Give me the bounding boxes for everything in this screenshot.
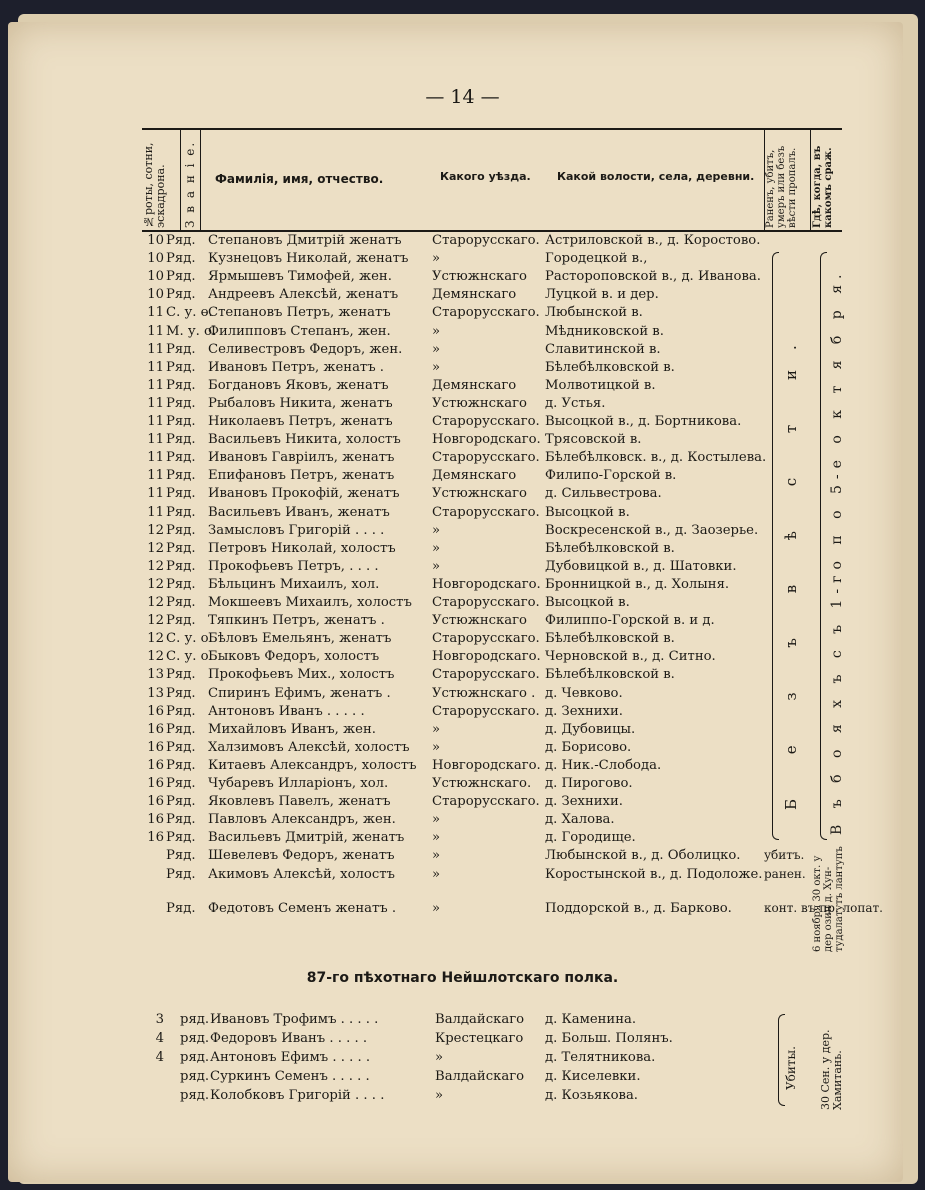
header-bottom-rule [142, 230, 842, 232]
section-title: 87-го пѣхотнаго Нейшлотскаго полка. [306, 970, 619, 986]
rank: Ряд. [166, 613, 196, 629]
full-name: Рыбаловъ Никита, женатъ [208, 395, 393, 411]
uezd: Новгородскаго. [432, 649, 541, 665]
volost: Воскресенской в., д. Заозерье. [545, 522, 759, 538]
uezd: Валдайскаго [435, 1012, 525, 1027]
uezd: Старорусскаго. [432, 414, 540, 429]
uezd: » [432, 359, 441, 375]
rank: Ряд. [166, 432, 196, 448]
volost: Коростынской в., д. Подоложе. [545, 866, 763, 882]
full-name: Ярмышевъ Тимофей, жен. [208, 269, 392, 285]
full-name: Васильевъ Дмитрій, женатъ [208, 830, 405, 846]
volost: Астриловской в., д. Коростово. [545, 233, 761, 248]
volost: д. Чевково. [545, 685, 623, 701]
header-rank: З в а н і е. [183, 140, 197, 228]
uezd: » [432, 739, 441, 755]
rank: Ряд. [166, 812, 196, 828]
rank: Ряд. [166, 776, 196, 791]
full-name: Прокофьевъ Петръ, . . . . [208, 558, 379, 574]
full-name: Васильевъ Никита, холостъ [208, 432, 401, 448]
volost: Расторопoвской в., д. Иванова. [545, 269, 761, 285]
rank: Ряд. [166, 450, 196, 466]
status: конт. въ пр. лопат. [764, 900, 883, 915]
full-name: Петровъ Николай, холостъ [208, 540, 396, 556]
full-name: Бѣльцинъ Михаилъ, хол. [208, 576, 380, 592]
full-name: Колобковъ Григорій . . . . [210, 1088, 385, 1103]
uezd: » [432, 866, 441, 882]
header-company: №роты, сотни, эскадрона. [142, 142, 167, 228]
uezd: Старорусскаго. [432, 703, 540, 719]
battle-note: 6 ноября 30 окт. у дер озин д. Хун- тудалатутъ лантупъ [812, 846, 845, 952]
rank: Ряд. [166, 414, 196, 429]
company-number: 4 [155, 1031, 164, 1046]
uezd: Демянскаго [432, 287, 517, 303]
volost: Высоцкой в., д. Бортникова. [545, 414, 742, 429]
uezd: Старорусскаго. [432, 504, 540, 520]
volost: д. Ник.-Слобода. [545, 757, 662, 773]
full-name: Китаевъ Александръ, холостъ [208, 757, 417, 773]
volost: д. Халова. [545, 812, 615, 828]
company-number: 16 [147, 830, 164, 846]
company-number: 16 [147, 721, 164, 737]
company-number: 10 [147, 233, 164, 248]
battle-label: В ъ б о я х ъ с ъ 1-го п о 5-е о к т я б р я. [829, 268, 845, 835]
full-name: Мокшеевъ Михаилъ, холостъ [208, 595, 412, 610]
company-number: 11 [147, 468, 164, 484]
full-name: Ивановъ Прокофій, женатъ [208, 486, 400, 502]
uezd: Устюжнскаго. [432, 776, 532, 791]
column-rule [764, 130, 765, 230]
volost: Трясовской в. [545, 432, 642, 448]
rank: Ряд. [166, 377, 196, 393]
rank: ряд. [180, 1031, 210, 1046]
rank: Ряд. [166, 540, 196, 556]
full-name: Андреевъ Алексѣй, женатъ [208, 287, 399, 303]
volost: Бронницкой в., д. Холыня. [545, 576, 730, 592]
volost: д. Дубовицы. [545, 721, 636, 737]
full-name: Степановъ Петръ, женатъ [208, 305, 391, 321]
uezd: Валдайскаго [435, 1069, 525, 1084]
rank: Ряд. [166, 341, 196, 357]
uezd: » [432, 341, 441, 357]
company-number: 3 [155, 1012, 164, 1027]
uezd: » [432, 251, 441, 267]
company-number: 16 [147, 757, 164, 773]
rank: Ряд. [166, 269, 196, 285]
volost: Филиппо-Горской в. и д. [545, 613, 715, 629]
full-name: Михайловъ Иванъ, жен. [208, 721, 376, 737]
company-number: 11 [147, 450, 164, 466]
volost: д. Каменина. [545, 1012, 637, 1027]
uezd: Демянскаго [432, 377, 517, 393]
full-name: Ивановъ Трофимъ . . . . . [210, 1012, 379, 1027]
full-name: Кузнецовъ Николай, женатъ [208, 251, 409, 267]
volost: д. Киселевки. [545, 1069, 641, 1084]
rank: Ряд. [166, 233, 196, 248]
rank: ряд. [180, 1088, 210, 1103]
rank: ряд. [180, 1050, 210, 1065]
rank: Ряд. [166, 830, 196, 846]
company-number: 12 [147, 613, 164, 629]
uezd: Старорусскаго. [432, 667, 540, 683]
company-number: 11 [147, 341, 164, 357]
volost: Бѣлебѣлковской в. [545, 631, 675, 647]
uezd: Устюжнскаго . [432, 685, 536, 701]
rank: Ряд. [166, 576, 196, 592]
volost: Бѣлебѣлковск. в., д. Костылева. [545, 450, 767, 466]
full-name: Васильевъ Иванъ, женатъ [208, 504, 390, 520]
rank: Ряд. [166, 848, 196, 864]
company-number: 11 [147, 486, 164, 502]
uezd: » [432, 848, 441, 864]
rank: Ряд. [166, 468, 196, 484]
uezd: » [432, 721, 441, 737]
volost: Бѣлебѣлковской в. [545, 667, 675, 683]
company-number: 11 [147, 504, 164, 520]
uezd: Новгородскаго. [432, 576, 541, 592]
company-number: 11 [147, 359, 164, 375]
uezd: » [435, 1050, 444, 1065]
full-name: Федоровъ Иванъ . . . . . [210, 1031, 368, 1046]
page-number: — 14 — [425, 86, 500, 108]
company-number: 13 [147, 667, 164, 683]
killed-label: Убиты. [784, 1046, 798, 1090]
volost: Высоцкой в. [545, 595, 630, 610]
killed-note: 30 Сен. у дер. Хамитань. [819, 1029, 844, 1110]
rank: Ряд. [166, 359, 196, 375]
company-number: 16 [147, 739, 164, 755]
volost: Дубовицкой в., д. Шатовки. [545, 558, 737, 574]
rank: ряд. [180, 1069, 210, 1084]
full-name: Филипповъ Степанъ, жен. [208, 323, 391, 339]
full-name: Селивестровъ Федоръ, жен. [208, 341, 403, 357]
rank: Ряд. [166, 900, 196, 916]
company-number: 11 [147, 414, 164, 429]
volost: д. Зехнихи. [545, 794, 623, 810]
volost: Мѣдниковской в. [545, 323, 664, 339]
volost: д. Пирогово. [545, 776, 633, 791]
company-number: 12 [147, 649, 164, 665]
column-rule [200, 130, 201, 230]
full-name: Чубаревъ Илларіонъ, хол. [208, 776, 389, 791]
volost: Поддорской в., д. Барково. [545, 900, 732, 916]
header-volost: Какой волости, села, деревни. [557, 170, 755, 183]
rank: Ряд. [166, 486, 196, 502]
rank: С. у. о. [166, 649, 213, 665]
rank: Ряд. [166, 721, 196, 737]
volost: Славитинской в. [545, 341, 661, 357]
uezd: Старорусскаго. [432, 233, 540, 248]
rank: Ряд. [166, 739, 196, 755]
full-name: Прокофьевъ Мих., холостъ [208, 667, 395, 683]
uezd: » [432, 830, 441, 846]
uezd: Крестецкаго [435, 1031, 524, 1046]
rank: Ряд. [166, 703, 196, 719]
full-name: Антоновъ Иванъ . . . . . [208, 703, 365, 719]
uezd: Новгородскаго. [432, 432, 541, 448]
rank: Ряд. [166, 757, 196, 773]
volost: Городецкой в., [545, 251, 648, 267]
company-number: 12 [147, 631, 164, 647]
full-name: Бѣловъ Емельянъ, женатъ [208, 631, 392, 647]
full-name: Замысловъ Григорій . . . . [208, 522, 385, 538]
full-name: Акимовъ Алексѣй, холостъ [208, 866, 395, 882]
full-name: Суркинъ Семенъ . . . . . [210, 1069, 370, 1084]
volost: д. Козьякова. [545, 1088, 639, 1103]
uezd: » [435, 1088, 444, 1103]
rank: С. у. о. [166, 631, 213, 647]
uezd: Устюжнскаго [432, 269, 527, 285]
uezd: Старорусскаго. [432, 595, 540, 610]
full-name: Степановъ Дмитрій женатъ [208, 233, 402, 248]
full-name: Антоновъ Ефимъ . . . . . [210, 1050, 371, 1065]
status: убитъ. [764, 848, 805, 863]
full-name: Спиринъ Ефимъ, женатъ . [208, 685, 391, 701]
brace-battles [820, 252, 827, 840]
company-number: 13 [147, 685, 164, 701]
uezd: Новгородскаго. [432, 757, 541, 773]
rank: Ряд. [166, 558, 196, 574]
company-number: 11 [147, 377, 164, 393]
uezd: Старорусскаго. [432, 305, 540, 321]
rank: Ряд. [166, 251, 196, 267]
volost: Молвотицкой в. [545, 377, 656, 393]
rank: Ряд. [166, 395, 196, 411]
full-name: Епифановъ Петръ, женатъ [208, 468, 395, 484]
volost: Любынской в. [545, 305, 643, 321]
company-number: 12 [147, 595, 164, 610]
rank: С. у. ө. [166, 305, 213, 321]
full-name: Яковлевъ Павелъ, женатъ [208, 794, 391, 810]
missing-label: Б е з ъ в ѣ с т и. [782, 325, 800, 810]
uezd: Устюжнскаго [432, 486, 527, 502]
uezd: Демянскаго [432, 468, 517, 484]
company-number: 16 [147, 812, 164, 828]
full-name: Ивановъ Петръ, женатъ . [208, 359, 384, 375]
volost: д. Борисово. [545, 739, 632, 755]
volost: д. Зехнихи. [545, 703, 623, 719]
company-number: 12 [147, 558, 164, 574]
company-number: 11 [147, 323, 164, 339]
volost: д. Городище. [545, 830, 636, 846]
column-rule [810, 130, 811, 230]
uezd: » [432, 900, 441, 916]
full-name: Федотовъ Семенъ женатъ . [208, 900, 397, 916]
rank: Ряд. [166, 595, 196, 610]
company-number: 12 [147, 540, 164, 556]
full-name: Тяпкинъ Петръ, женатъ . [208, 613, 385, 629]
header-where: Гдѣ, когда, въ какомъ сраж. [812, 145, 834, 228]
uezd: » [432, 540, 441, 556]
brace-missing [772, 252, 779, 840]
uezd: » [432, 323, 441, 339]
full-name: Халзимовъ Алексѣй, холостъ [208, 739, 410, 755]
company-number: 16 [147, 776, 164, 791]
uezd: » [432, 558, 441, 574]
company-number: 16 [147, 703, 164, 719]
volost: Высоцкой в. [545, 504, 630, 520]
volost: д. Устья. [545, 395, 606, 411]
company-number: 11 [147, 305, 164, 321]
company-number: 11 [147, 432, 164, 448]
company-number: 16 [147, 794, 164, 810]
company-number: 12 [147, 522, 164, 538]
rank: Ряд. [166, 504, 196, 520]
rank: Ряд. [166, 685, 196, 701]
uezd: Старорусскаго. [432, 450, 540, 466]
full-name: Богдановъ Яковъ, женатъ [208, 377, 389, 393]
volost: Луцкой в. и дер. [545, 287, 659, 303]
rank: Ряд. [166, 866, 196, 882]
header-name: Фамилія, имя, отчество. [215, 172, 384, 186]
uezd: Старорусскаго. [432, 631, 540, 647]
company-number: 12 [147, 576, 164, 592]
rank: Ряд. [166, 522, 196, 538]
volost: д. Сильвестрова. [545, 486, 662, 502]
volost: Черновской в., д. Ситно. [545, 649, 716, 665]
full-name: Шевелевъ Федоръ, женатъ [208, 848, 395, 864]
status: ранен. [764, 866, 806, 881]
company-number: 11 [147, 395, 164, 411]
full-name: Павловъ Александръ, жен. [208, 812, 396, 828]
rank: Ряд. [166, 794, 196, 810]
full-name: Николаевъ Петръ, женатъ [208, 414, 393, 429]
company-number: 10 [147, 269, 164, 285]
volost: д. Телятникова. [545, 1050, 656, 1065]
uezd: Устюжнскаго [432, 613, 527, 629]
header-status: Раненъ, убитъ, умеръ или безъ вѣсти пропалъ. [765, 145, 798, 228]
rank: Ряд. [166, 667, 196, 683]
company-number: 10 [147, 251, 164, 267]
header-uezd: Какого уѣзда. [440, 170, 531, 183]
volost: Бѣлебѣлковской в. [545, 540, 675, 556]
rank: ряд. [180, 1012, 210, 1027]
volost: Бѣлебѣлковской в. [545, 359, 675, 375]
uezd: Старорусскаго. [432, 794, 540, 810]
volost: Филипо-Горской в. [545, 468, 677, 484]
rank: Ряд. [166, 287, 196, 303]
column-rule [180, 130, 181, 230]
rank: М. у. о. [166, 323, 217, 339]
full-name: Ивановъ Гавріилъ, женатъ [208, 450, 395, 466]
company-number: 4 [155, 1050, 164, 1065]
header-top-rule [142, 128, 842, 130]
uezd: » [432, 522, 441, 538]
volost: Любынской в., д. Оболицко. [545, 848, 741, 864]
volost: д. Больш. Полянъ. [545, 1031, 673, 1046]
company-number: 10 [147, 287, 164, 303]
full-name: Быковъ Федоръ, холостъ [208, 649, 380, 665]
uezd: Устюжнскаго [432, 395, 527, 411]
uezd: » [432, 812, 441, 828]
